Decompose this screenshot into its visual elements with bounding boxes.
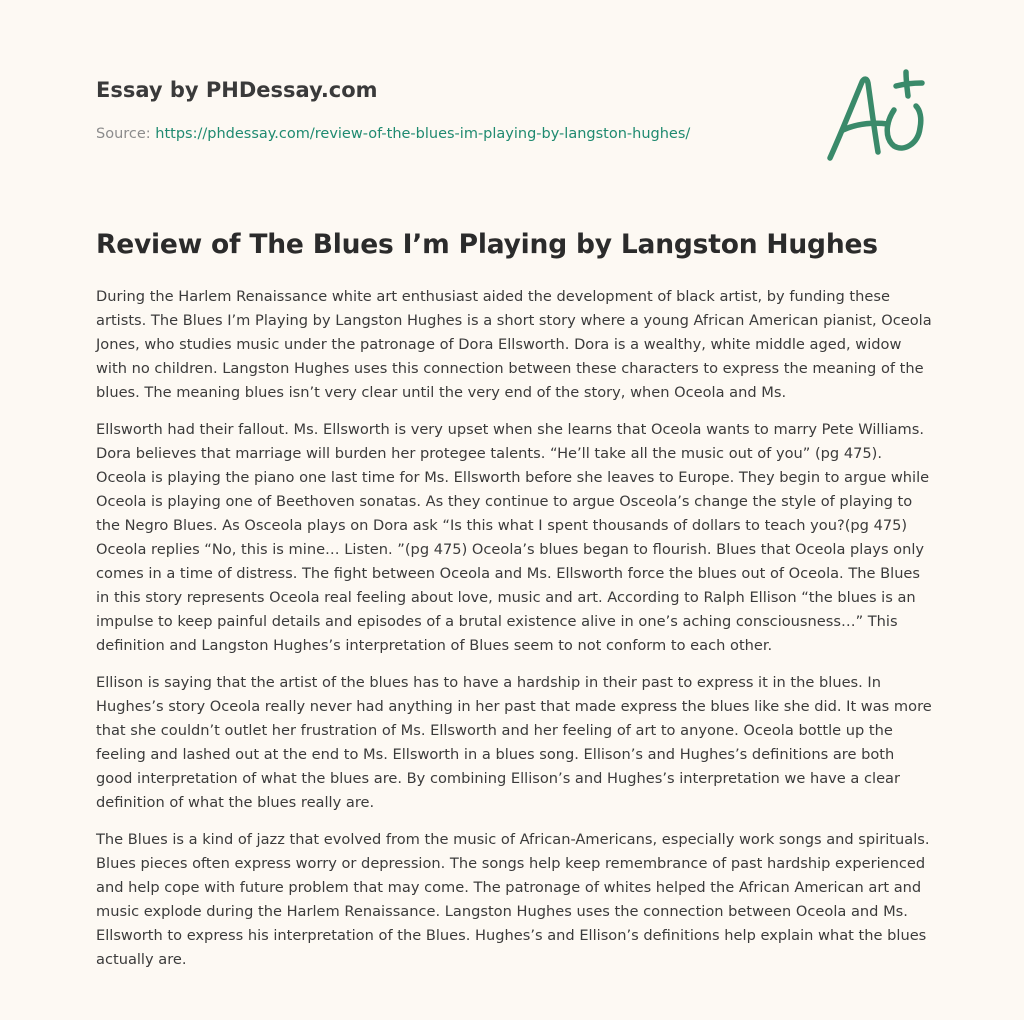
source-link[interactable]: https://phdessay.com/review-of-the-blues-im-playing-by-langston-hughes/ [155,126,691,142]
article-body [96,285,932,985]
site-brand: Essay by PHDessay.com [96,78,378,102]
paragraph: Ellison is saying that the artist of the blues has to have a hardship in their past to express it in the blues. In Hughes’s story Oceola really never had anything in her past that made express the blues like she did. It was more that she couldn’t outlet her frustration of Ms. Ellsworth and her feeling of art to anyone. Oceola bottle up the feeling and lashed out at the end to Ms. Ellsworth in a blues song. Ellison’s and Hughes’s definitions are both good interpretation of what the blues are. By combining Ellison’s and Hughes’s interpretation we have a clear definition of what the blues really are. [96,674,932,811]
a-plus-logo-icon [818,66,930,166]
paragraph: Ellsworth had their fallout. Ms. Ellsworth is very upset when she learns that Oceola wants to marry Pete Williams. Dora believes that marriage will burden her protegee talents. “He’ll take all the music out of you” (pg 475). Oceola is playing the piano one last time for Ms. Ellsworth before she leaves to Europe. They begin to argue while Oceola is playing one of Beethoven sonatas. As they continue to argue Osceola’s change the style of playing to the Negro Blues. As Osceola plays on Dora ask “Is this what I spent thousands of dollars to teach you?(pg 475) Oceola replies “No, this is mine… Listen. ”(pg 475) Oceola’s blues began to flourish. Blues that Oceola plays only comes in a time of distress. The fight between Oceola and Ms. Ellsworth force the blues out of Oceola. The Blues in this story represents Oceola real feeling about love, music and art. According to Ralph Ellison “the blues is an impulse to keep painful details and episodes of a brutal existence alive in one’s aching consciousness…” This definition and Langston Hughes’s interpretation of Blues seem to not conform to each other. [96,421,930,654]
source-line [96,124,796,144]
article-title: Review of The Blues I’m Playing by Langston Hughes [96,229,878,260]
paragraph: During the Harlem Renaissance white art enthusiast aided the development of black artist, by funding these artists. The Blues I’m Playing by Langston Hughes is a short story where a young African American pianist, Oceola Jones, who studies music under the patronage of Dora Ellsworth. Dora is a wealthy, white middle aged, widow with no children. Langston Hughes uses this connection between these characters to express the meaning of the blues. The meaning blues isn’t very clear until the very end of the story, when Oceola and Ms. [96,288,932,401]
source-label: Source: [96,126,156,142]
site-header [96,76,796,144]
paragraph: The Blues is a kind of jazz that evolved from the music of African-Americans, especially work songs and spirituals. Blues pieces often express worry or depression. The songs help keep remembrance of past hardship experienced and help cope with future problem that may come. The patronage of whites helped the African American art and music explode during the Harlem Renaissance. Langston Hughes uses the connection between Oceola and Ms. Ellsworth to express his interpretation of the Blues. Hughes’s and Ellison’s definitions help explain what the blues actually are. [96,831,930,968]
